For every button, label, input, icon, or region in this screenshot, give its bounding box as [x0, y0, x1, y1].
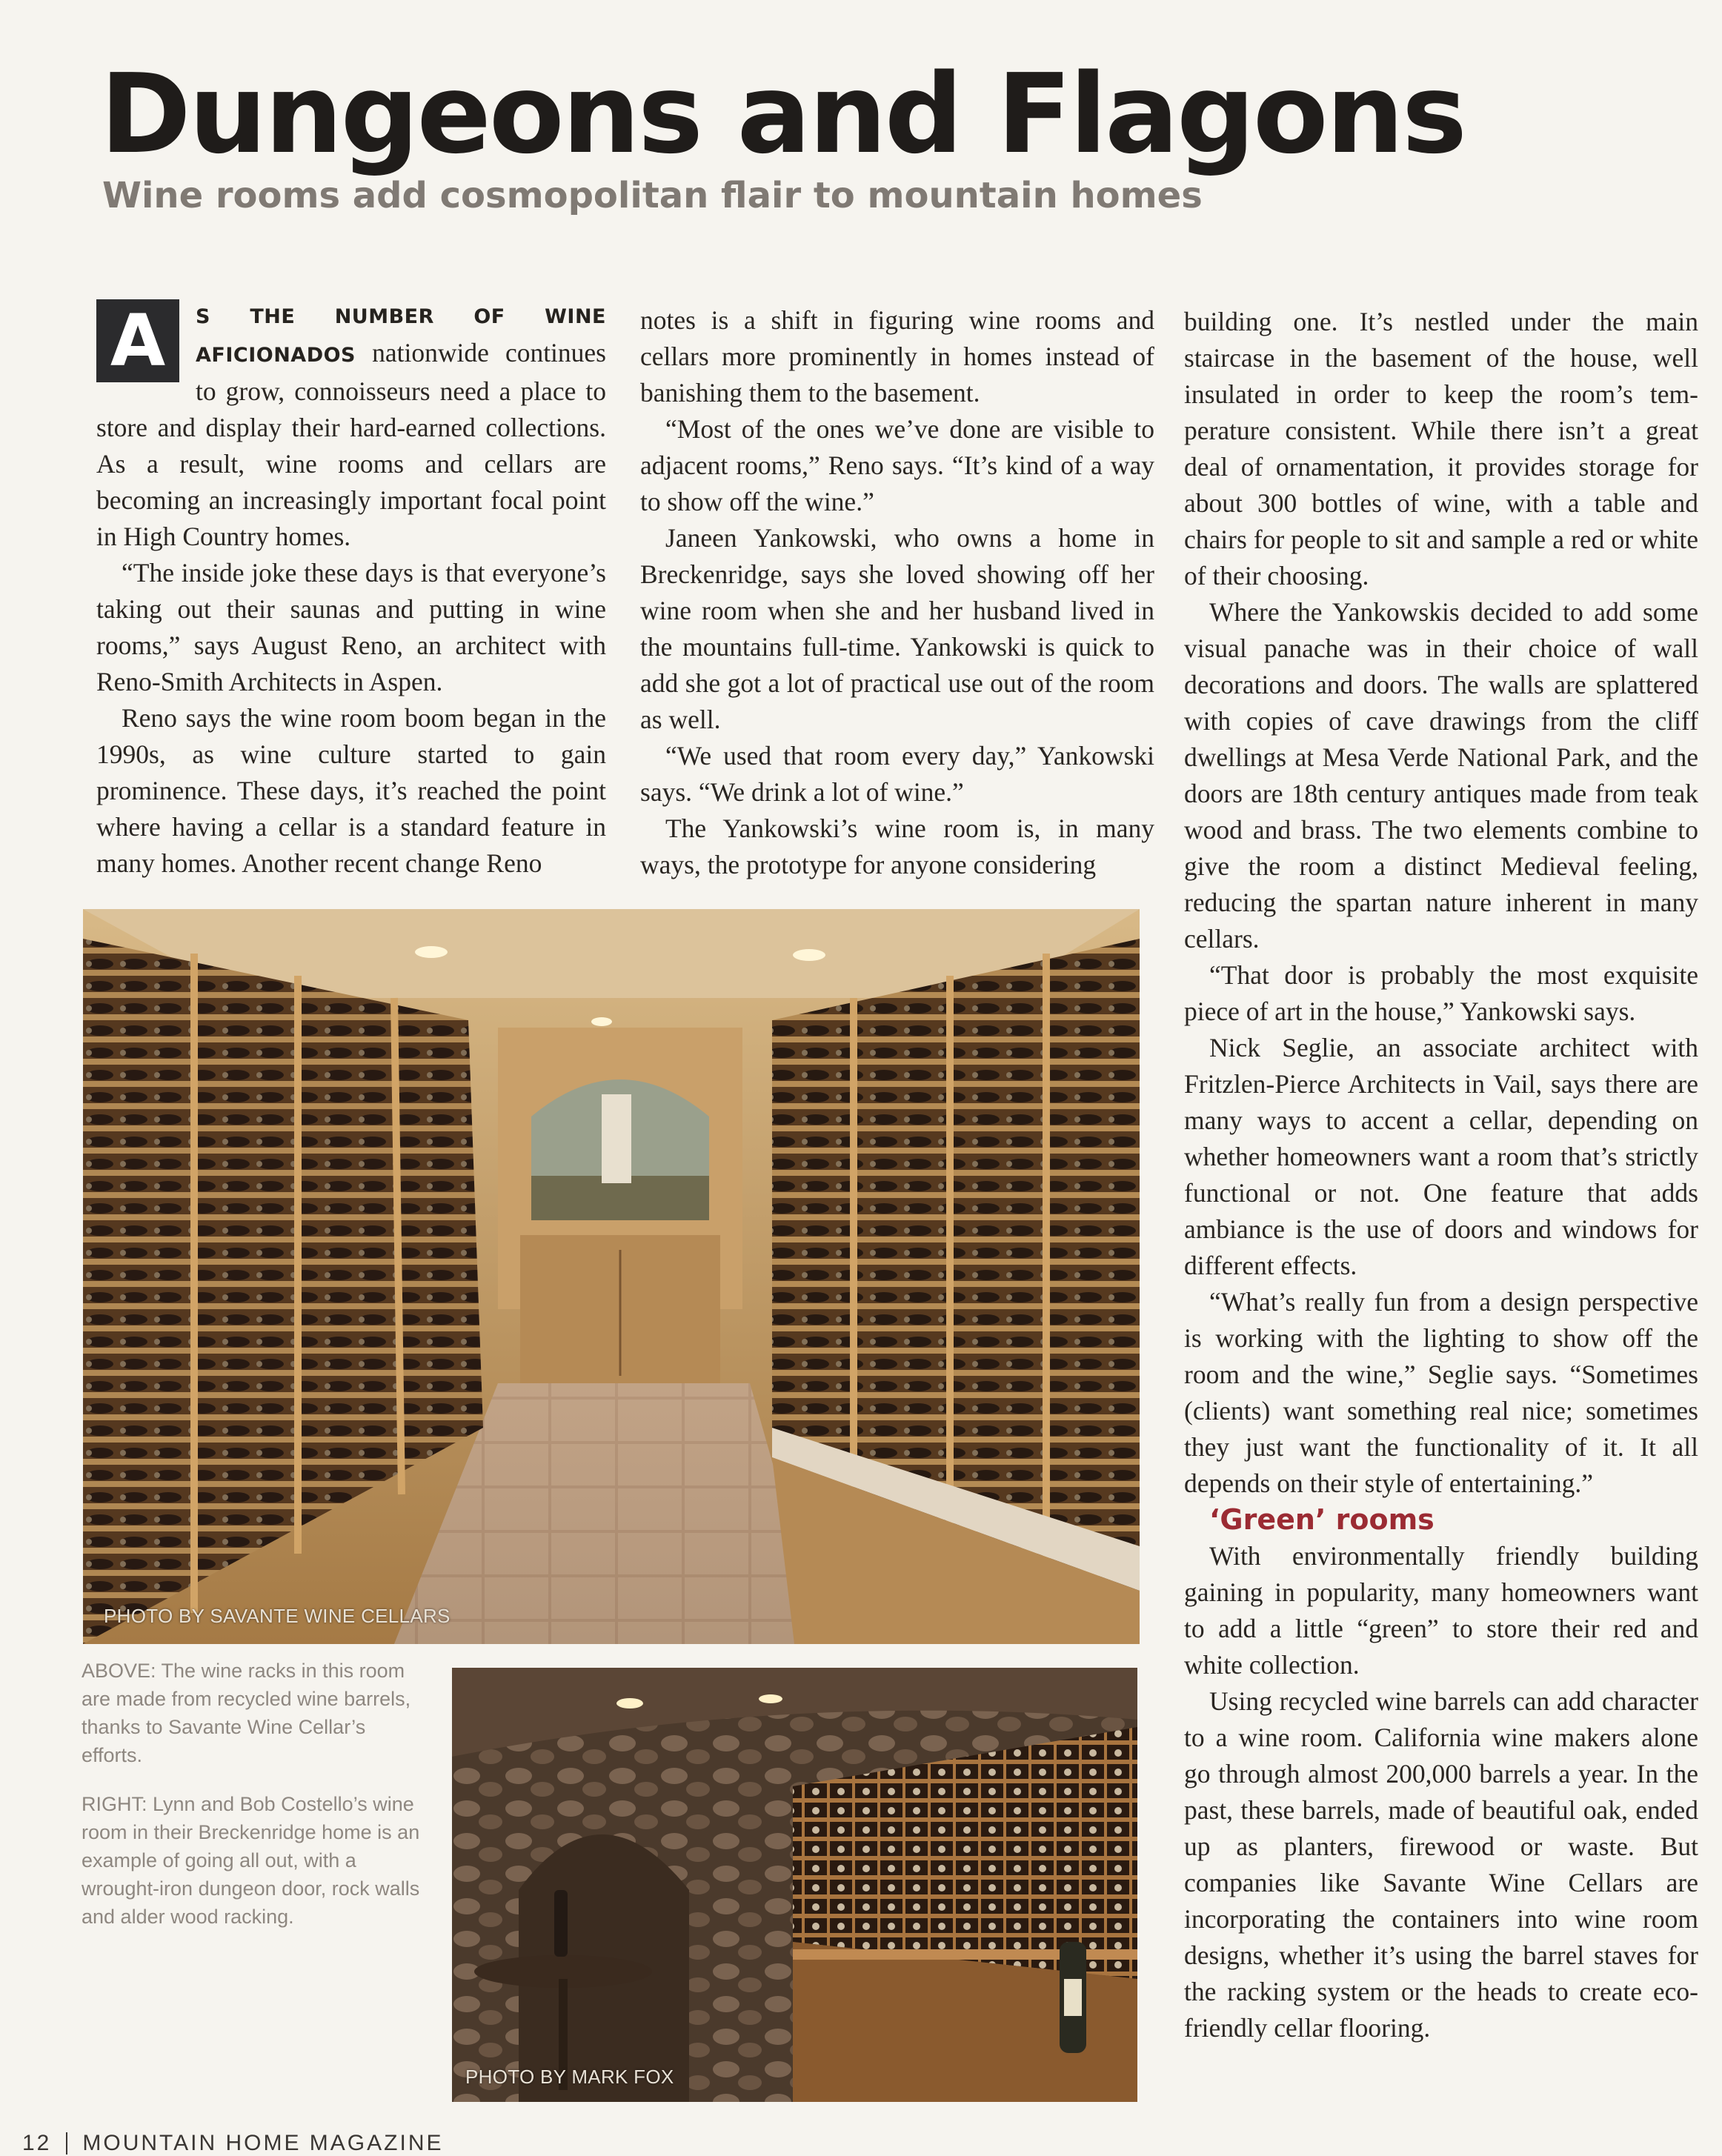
paragraph: Nick Seglie, an associate architect with Fritzlen-Pierce Architects in Vail, says there are many ways to accent a cellar, depending on whether homeowners want a room that’s strictly functional or not. One feature that adds ambiance is the use of doors and windows for different effects.	[1184, 1033, 1698, 1280]
page-number: 12	[22, 2131, 52, 2155]
paragraph: “What’s really fun from a design perspective is working with the lighting to show off the room and the wine,” Seglie says. “Sometimes (clients) want something real nice; sometimes they just want the functionality of it. It all depends on their style of entertaining.”	[1184, 1287, 1698, 1498]
publication-name: MOUNTAIN HOME MAGAZINE	[82, 2131, 444, 2155]
paragraph: notes is a shift in figuring wine rooms and cellars more prominently in homes instead of banishing them to the basement.	[640, 305, 1154, 407]
page-footer	[22, 2131, 444, 2156]
footer-divider	[66, 2132, 67, 2155]
text-column-2	[640, 302, 1154, 888]
paragraph: “That door is probably the most exquisite piece of art in the house,” Yankowski says.	[1184, 960, 1698, 1026]
paragraph: Reno says the wine room boom began in the 1990s, as wine culture started to gain prominence. These days, it’s reached the point where having a cellar is a standard feature in many homes. Another recent change Reno	[96, 703, 606, 878]
stone-cellar-illustration	[452, 1668, 1137, 2102]
photo-credit: PHOTO BY SAVANTE WINE CELLARS	[104, 1605, 451, 1627]
paragraph: “The inside joke these days is that everyone’s taking out their saunas and putting in wine rooms,” says August Reno, an architect with Reno-Smith Architects in Aspen.	[96, 558, 606, 696]
paragraph: With environmentally friendly building gaining in popularity, many homeowners want to add a little “green” to store their red and white collection.	[1184, 1541, 1698, 1680]
paragraph: Janeen Yankowski, who owns a home in Breckenridge, says she loved showing off her wine room when she and her husband lived in the mountains full-time. Yankowski is quick to add she got a lot of practical use out of the room as well.	[640, 523, 1154, 734]
article-title: Dungeons and Flagons	[100, 50, 1466, 178]
paragraph: nationwide continues to grow, connoisseurs need a place to store and display their hard-earned collections. As a result, wine rooms and cellars are becoming an increasingly important focal point in High Country homes.	[96, 338, 606, 551]
lead-paragraph	[96, 296, 606, 555]
paragraph: “We used that room every day,” Yankowski says. “We drink a lot of wine.”	[640, 741, 1154, 807]
wine-cellar-photo	[83, 909, 1140, 1644]
paragraph: “Most of the ones we’ve done are visible to adjacent rooms,” Reno says. “It’s kind of a way to show off the wine.”	[640, 414, 1154, 516]
photo-captions	[82, 1657, 430, 1952]
drop-cap: A	[96, 299, 179, 382]
wine-cellar-illustration	[83, 909, 1140, 1644]
text-column-1	[96, 296, 606, 882]
caption-above: ABOVE: The wine racks in this room are made from recycled wine barrels, thanks to Savante Wine Cellar’s efforts.	[82, 1660, 411, 1766]
paragraph: Where the Yankowskis decided to add some visual panache was in their choice of wall decorations and doors. The walls are splattered with copies of cave drawings from the cliff dwellings at Mesa Verde National Park, and the doors are 18th century antiques made from teak wood and brass. The two elements combine to give the room a distinct Medieval feeling, reducing the spartan nature inherent in many cellars.	[1184, 597, 1698, 954]
paragraph: building one. It’s nestled under the main staircase in the basement of the house, well insulated in order to keep the room’s temperature consistent. While there isn’t a great deal of ornamentation, it provides storage for about 300 bottles of wine, with a table and chairs for people to sit and sample a red or white of their choosing.	[1184, 307, 1698, 590]
text-column-3	[1184, 304, 1698, 2089]
paragraph: Using recycled wine barrels can add character to a wine room. California wine makers alone go through almost 200,000 barrels a year. In the past, these barrels, made of beautiful oak, ended up as planters, firewood or waste. But companies like Savante Wine Cellars are incorporating the containers into wine room designs, whether it’s using the barrel staves for the racking system or the heads to create eco-friendly cellar flooring.	[1184, 1686, 1698, 2043]
paragraph: The Yankowski’s wine room is, in many ways, the prototype for anyone considering	[640, 814, 1154, 879]
lead-in-caps: S THE NUMBER OF WINE AFICIONADOS	[196, 305, 606, 367]
stone-cellar-photo	[452, 1668, 1137, 2102]
caption-right: RIGHT: Lynn and Bob Costello’s wine room in their Breckenridge home is an example of going all out, with a wrought-iron dungeon door, rock walls and alder wood racking.	[82, 1793, 420, 1928]
section-subhead: ‘Green’ rooms	[1209, 1503, 1435, 1536]
photo-credit: PHOTO BY MARK FOX	[465, 2066, 674, 2088]
article-subtitle: Wine rooms add cosmopolitan flair to mountain homes	[102, 175, 1203, 216]
